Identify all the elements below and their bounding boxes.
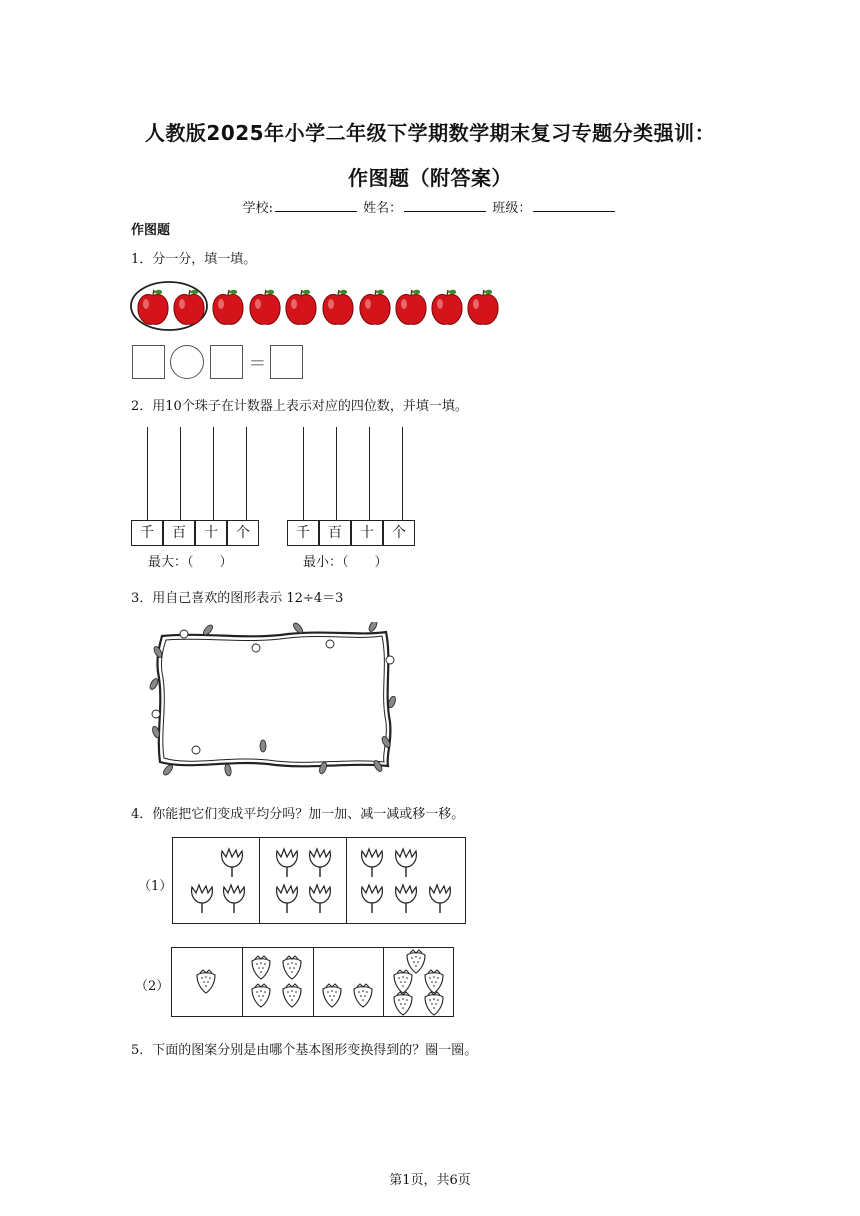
flower-icon (362, 849, 383, 877)
place-tens: 十 (351, 520, 383, 546)
strawberry-icon (407, 950, 425, 973)
abacus-rod (147, 427, 148, 520)
vine-frame-drawing-area[interactable] (148, 622, 398, 778)
max-answer-label[interactable]: 最大：（ ） (148, 555, 233, 570)
apple-icon (174, 290, 204, 325)
flower-icon (222, 849, 243, 877)
leaf-icon (148, 677, 159, 690)
abacus-rod (336, 427, 337, 520)
flower-icon (224, 885, 245, 913)
place-thousands: 千 (131, 520, 163, 546)
flower-icon (192, 746, 200, 754)
abacus-rod (213, 427, 214, 520)
place-ones: 个 (227, 520, 259, 546)
strawberry-icon (354, 984, 372, 1007)
strawberry-icon (425, 992, 443, 1015)
apple-icon (396, 290, 426, 325)
leaf-icon (260, 740, 266, 752)
flower-icon (430, 885, 451, 913)
apple-icon (213, 290, 243, 325)
class-blank[interactable] (533, 199, 615, 212)
strawberry-icon (283, 984, 301, 1007)
answer-box-2[interactable] (210, 345, 243, 379)
strawberry-icon (252, 984, 270, 1007)
part-1-label: （1） (138, 879, 173, 894)
strawberry-icon (425, 970, 443, 993)
abacus-rod (246, 427, 247, 520)
question-5-text: 5．下面的图案分别是由哪个基本图形变换得到的？圈一圈。 (131, 1043, 478, 1058)
place-tens: 十 (195, 520, 227, 546)
place-thousands: 千 (287, 520, 319, 546)
page-number: 第1页，共6页 (389, 1173, 471, 1188)
strawberry-icon (252, 956, 270, 979)
flower-groups (172, 837, 466, 924)
apple-icon (138, 290, 168, 325)
leaf-icon (224, 764, 232, 777)
abacus-rod (303, 427, 304, 520)
strawberry-icon (394, 992, 412, 1015)
flower-icon (386, 656, 394, 664)
abacus-rod (180, 427, 181, 520)
question-2-text: 2．用10个珠子在计数器上表示对应的四位数，并填一填。 (131, 399, 468, 414)
strawberry-icon (197, 970, 215, 993)
flower-icon (252, 644, 260, 652)
student-info-line (0, 197, 860, 216)
question-4-text: 4．你能把它们变成平均分吗？加一加、减一减或移一移。 (131, 807, 465, 822)
abacus-rod (402, 427, 403, 520)
leaf-icon (162, 763, 174, 776)
flower-icon (310, 849, 331, 877)
answer-box-1[interactable] (132, 345, 165, 379)
apple-icon (468, 290, 498, 325)
part-2-label: （2） (135, 979, 170, 994)
strawberry-groups (171, 947, 454, 1017)
leaf-icon (367, 622, 378, 633)
abacus-rod (369, 427, 370, 520)
flower-icon (396, 849, 417, 877)
min-answer-label[interactable]: 最小：（ ） (303, 555, 388, 570)
flower-icon (192, 885, 213, 913)
question-1-text: 1．分一分，填一填。 (131, 252, 257, 267)
answer-box-3[interactable] (270, 345, 303, 379)
strawberry-icon (323, 984, 341, 1007)
equals-sign: = (249, 350, 266, 374)
section-title: 作图题 (131, 223, 171, 238)
flower-icon (277, 885, 298, 913)
apple-icon (250, 290, 280, 325)
flower-icon (396, 885, 417, 913)
school-blank[interactable] (275, 199, 357, 212)
school-label: 学校: (242, 201, 274, 216)
apple-icon (323, 290, 353, 325)
apple-icon (432, 290, 462, 325)
flower-icon (310, 885, 331, 913)
flower-icon (180, 630, 188, 638)
apple-icon (360, 290, 390, 325)
class-label: 班级： (492, 201, 532, 216)
strawberry-icon (394, 970, 412, 993)
name-blank[interactable] (404, 199, 486, 212)
place-hundreds: 百 (163, 520, 195, 546)
flower-icon (362, 885, 383, 913)
flower-icon (152, 710, 160, 718)
apple-row (128, 278, 508, 334)
operator-circle[interactable] (170, 345, 204, 379)
page-subtitle: 作图题（附答案） (348, 166, 512, 190)
name-label: 姓名： (363, 201, 403, 216)
apple-icon (286, 290, 316, 325)
page-title: 人教版2025年小学二年级下学期数学期末复习专题分类强训： (144, 121, 716, 145)
question-3-text: 3．用自己喜欢的图形表示 12÷4＝3 (131, 591, 344, 606)
flower-icon (277, 849, 298, 877)
place-ones: 个 (383, 520, 415, 546)
flower-icon (326, 640, 334, 648)
place-hundreds: 百 (319, 520, 351, 546)
strawberry-icon (283, 956, 301, 979)
